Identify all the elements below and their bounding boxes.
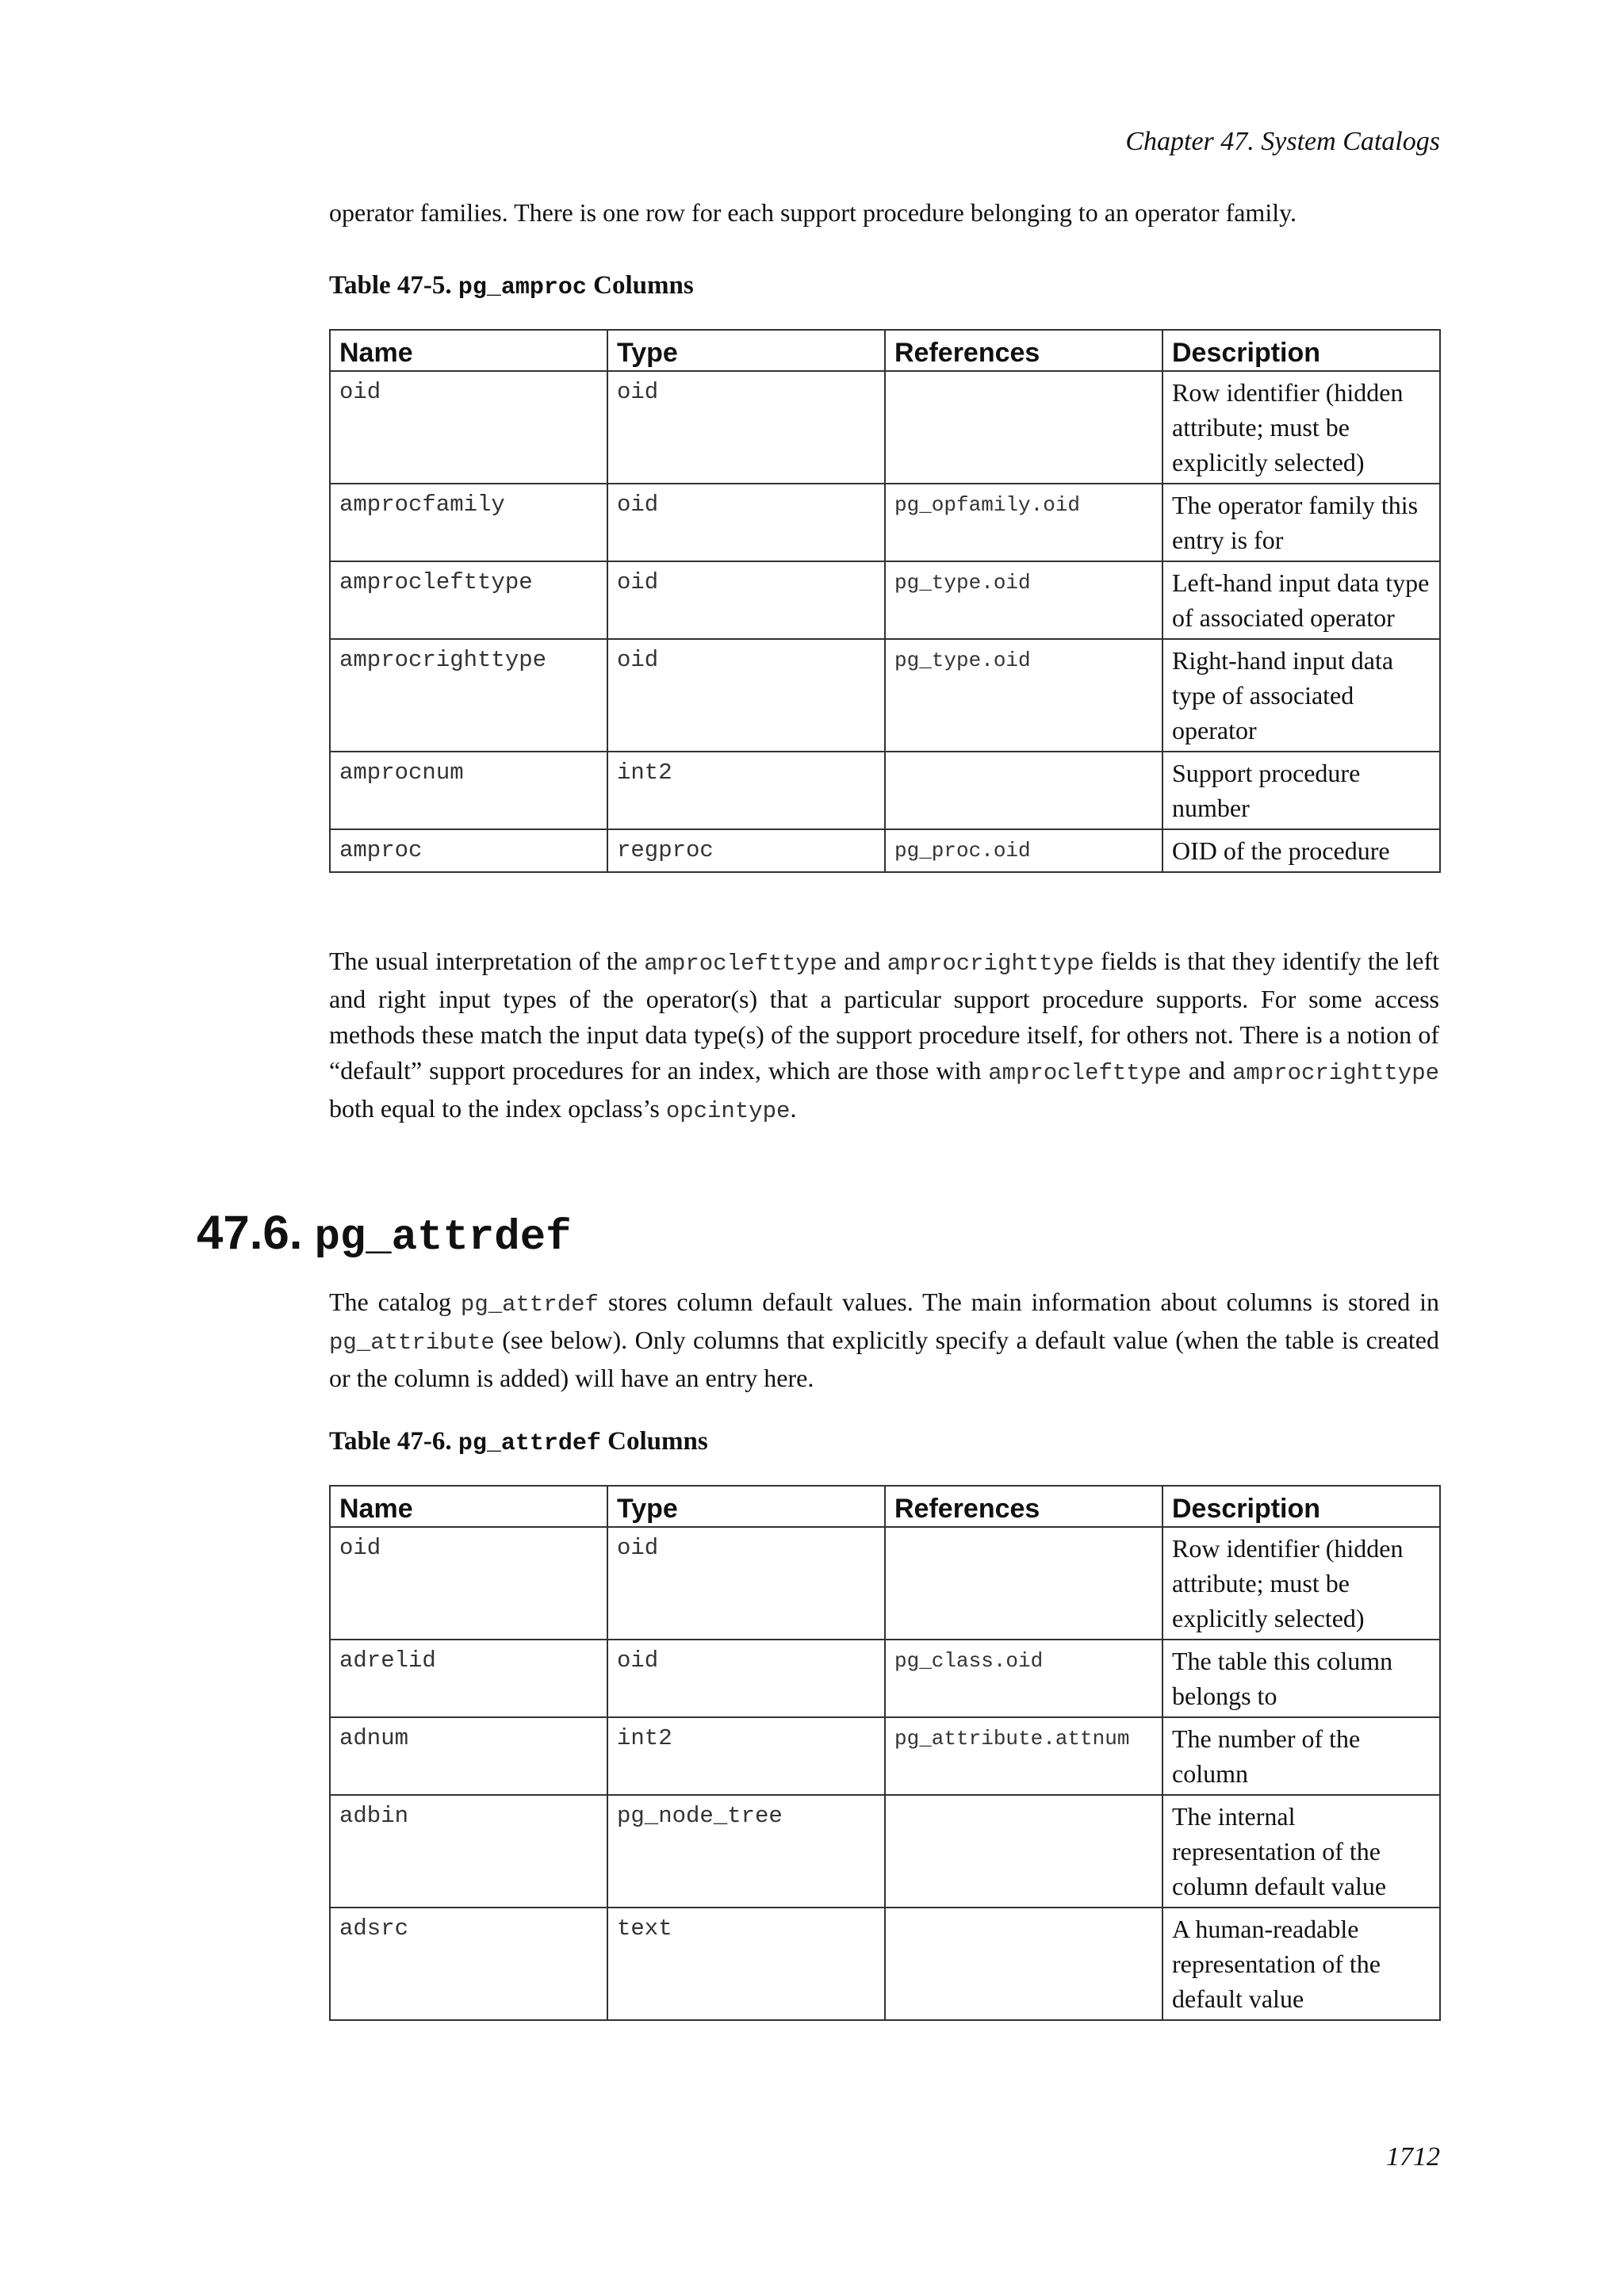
cell-references	[885, 371, 1162, 484]
table1-caption-code: pg_amproc	[458, 274, 587, 301]
cell-references: pg_type.oid	[885, 639, 1162, 752]
cell-name: amproc	[330, 829, 607, 872]
cell-type: oid	[607, 561, 885, 639]
cell-type: oid	[607, 1527, 885, 1640]
column-header-description: Description	[1162, 1486, 1440, 1527]
cell-name: adnum	[330, 1717, 607, 1795]
text-span: fields is that they identify the left and right input types of the operator(s) that a particular support procedure supports. For some access methods these match the input data type(s) of the support procedure itself, for others not. There is a notion of “default” support procedures for an index, which are those with	[329, 947, 1440, 1085]
table1-caption-prefix: Table 47-5.	[329, 271, 452, 300]
table-row	[330, 561, 1440, 639]
table-row	[330, 1795, 1440, 1908]
column-header-references: References	[885, 330, 1162, 371]
table1-caption	[329, 271, 694, 301]
table-row	[330, 752, 1440, 829]
table2-caption-suffix: Columns	[607, 1427, 708, 1456]
cell-name: oid	[330, 1527, 607, 1640]
column-header-references: References	[885, 1486, 1162, 1527]
table-row	[330, 829, 1440, 872]
code-pg-attribute: pg_attribute	[329, 1330, 495, 1356]
interpretation-text	[329, 943, 1439, 1129]
cell-description: The table this column belongs to	[1162, 1640, 1440, 1717]
cell-description: Row identifier (hidden attribute; must be explicitly selected)	[1162, 371, 1440, 484]
text-span: The catalog	[329, 1288, 461, 1316]
running-header: Chapter 47. System Catalogs	[1125, 127, 1440, 156]
code-amproclefttype: amproclefttype	[644, 951, 837, 977]
table-row	[330, 1717, 1440, 1795]
section-number: 47.6.	[197, 1206, 303, 1259]
cell-type: text	[607, 1908, 885, 2020]
intro-text: operator families. There is one row for each support procedure belonging to an operator family.	[329, 198, 1297, 227]
cell-description: A human-readable representation of the default value	[1162, 1908, 1440, 2020]
text-span: stores column default values. The main information about columns is stored in	[598, 1288, 1440, 1316]
cell-description: The internal representation of the column default value	[1162, 1795, 1440, 1908]
table-header-row	[330, 330, 1440, 371]
text-span: and	[837, 947, 887, 975]
cell-name: oid	[330, 371, 607, 484]
cell-references: pg_type.oid	[885, 561, 1162, 639]
table-row	[330, 1908, 1440, 2020]
cell-references: pg_class.oid	[885, 1640, 1162, 1717]
cell-references: pg_opfamily.oid	[885, 484, 1162, 561]
code-amproclefttype: amproclefttype	[988, 1060, 1182, 1086]
column-header-type: Type	[607, 1486, 885, 1527]
table2-caption	[329, 1427, 708, 1457]
cell-references	[885, 1527, 1162, 1640]
cell-description: Left-hand input data type of associated operator	[1162, 561, 1440, 639]
cell-name: adsrc	[330, 1908, 607, 2020]
cell-name: amprocrighttype	[330, 639, 607, 752]
cell-type: int2	[607, 752, 885, 829]
text-span: and	[1181, 1056, 1232, 1085]
interpretation-paragraph	[329, 943, 1439, 1129]
table-row	[330, 484, 1440, 561]
table-row	[330, 1527, 1440, 1640]
section-title-code: pg_attrdef	[314, 1214, 572, 1262]
table-row	[330, 639, 1440, 752]
column-header-description: Description	[1162, 330, 1440, 371]
cell-references: pg_attribute.attnum	[885, 1717, 1162, 1795]
cell-description: OID of the procedure	[1162, 829, 1440, 872]
cell-references	[885, 752, 1162, 829]
cell-description: Row identifier (hidden attribute; must be explicitly selected)	[1162, 1527, 1440, 1640]
text-span: .	[790, 1094, 797, 1123]
cell-description: The number of the column	[1162, 1717, 1440, 1795]
column-header-name: Name	[330, 1486, 607, 1527]
cell-name: amproclefttype	[330, 561, 607, 639]
cell-references	[885, 1795, 1162, 1908]
cell-references: pg_proc.oid	[885, 829, 1162, 872]
attrdef-text	[329, 1284, 1439, 1396]
table-row	[330, 371, 1440, 484]
table2-caption-code: pg_attrdef	[458, 1430, 601, 1457]
code-amprocrighttype: amprocrighttype	[887, 951, 1094, 977]
code-pg-attrdef: pg_attrdef	[460, 1292, 599, 1318]
cell-type: oid	[607, 484, 885, 561]
intro-paragraph	[329, 195, 1439, 231]
cell-name: adrelid	[330, 1640, 607, 1717]
cell-type: oid	[607, 1640, 885, 1717]
cell-type: int2	[607, 1717, 885, 1795]
page-number: 1712	[1386, 2142, 1440, 2172]
cell-type: regproc	[607, 829, 885, 872]
pg-attrdef-table	[329, 1485, 1441, 2021]
column-header-name: Name	[330, 330, 607, 371]
cell-name: amprocnum	[330, 752, 607, 829]
cell-description: Right-hand input data type of associated operator	[1162, 639, 1440, 752]
attrdef-paragraph	[329, 1284, 1439, 1396]
cell-description: Support procedure number	[1162, 752, 1440, 829]
cell-name: amprocfamily	[330, 484, 607, 561]
section-heading	[197, 1205, 572, 1262]
table-header-row	[330, 1486, 1440, 1527]
cell-name: adbin	[330, 1795, 607, 1908]
cell-description: The operator family this entry is for	[1162, 484, 1440, 561]
table-row	[330, 1640, 1440, 1717]
text-span: (see below). Only columns that explicitly specify a default value (when the table is created or the column is added) will have an entry here.	[329, 1326, 1439, 1392]
table2-caption-prefix: Table 47-6.	[329, 1427, 452, 1456]
code-amprocrighttype: amprocrighttype	[1231, 1060, 1440, 1086]
column-header-type: Type	[607, 330, 885, 371]
cell-references	[885, 1908, 1162, 2020]
cell-type: pg_node_tree	[607, 1795, 885, 1908]
cell-type: oid	[607, 371, 885, 484]
table1-caption-suffix: Columns	[593, 271, 694, 300]
pg-amproc-table	[329, 329, 1441, 873]
code-opcintype: opcintype	[665, 1098, 791, 1124]
cell-type: oid	[607, 639, 885, 752]
text-span: The usual interpretation of the	[329, 947, 645, 975]
text-span: both equal to the index opclass’s	[329, 1094, 666, 1123]
